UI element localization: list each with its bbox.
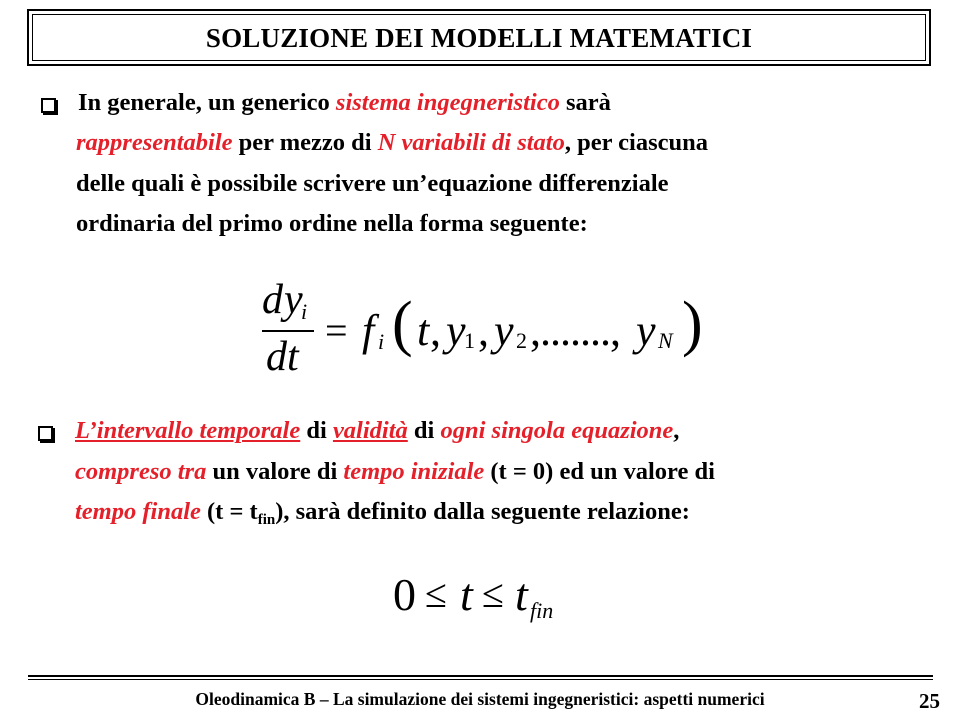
eq1-subscript-N: N — [658, 328, 673, 353]
bullet2-line2: compreso tra un valore di tempo iniziale (t = 0) ed un valore di — [75, 458, 715, 485]
eq1-subscript-i: i — [301, 299, 308, 324]
footer-rule-thin — [28, 679, 933, 680]
highlight-variabili-di-stato: N variabili di stato — [377, 129, 565, 156]
eq1-right-paren: ) — [682, 290, 703, 358]
slide-title: SOLUZIONE DEI MODELLI MATEMATICI — [205, 23, 753, 53]
eq1-subscript-1: 1 — [464, 328, 475, 353]
eq1-comma-1: , — [430, 306, 441, 355]
eq2-t: t — [460, 569, 473, 620]
eq1-subscript-2: 2 — [516, 328, 527, 353]
highlight-validita: validità — [332, 417, 408, 444]
eq1-yN: y — [636, 306, 656, 355]
eq2-zero: 0 — [393, 569, 416, 620]
footer-course-title: Oleodinamica B – La simulazione dei sistemi ingegneristici: aspetti numerici — [195, 689, 765, 709]
eq2-le-1: ≤ — [425, 571, 447, 616]
checkbox-bullet-icon — [41, 98, 56, 113]
eq2-subscript-fin: fin — [530, 598, 554, 623]
checkbox-bullet-icon — [38, 426, 53, 441]
eq1-f-subscript-i: i — [378, 329, 385, 354]
bullet2-line3: tempo finale $(t = t_{fin})$, sarà definito dalla seguente relazione: — [75, 498, 690, 528]
eq2-t-fin: t — [515, 569, 528, 620]
eq1-ellipsis: ,......., — [530, 306, 620, 355]
eq1-f: f — [362, 306, 375, 355]
eq1-equals: = — [325, 308, 348, 353]
bullet1-line3: delle quali è possibile scrivere un’equazione differenziale — [76, 170, 669, 197]
highlight-tempo-finale: tempo finale — [75, 498, 201, 525]
eq1-left-paren: ( — [392, 290, 413, 358]
footer-rule — [28, 675, 933, 677]
bullet1-line2: rappresentabile per mezzo di N variabili di stato, per ciascuna — [76, 129, 709, 156]
eq1-y2: y — [494, 306, 514, 355]
highlight-sistema-ingegneristico: sistema ingegneristico — [335, 89, 560, 116]
page-number: 25 — [919, 689, 940, 713]
highlight-rappresentabile: rappresentabile — [76, 129, 233, 156]
bullet1-line4: ordinaria del primo ordine nella forma seguente: — [76, 210, 588, 237]
eq1-dt-denominator: dt — [266, 334, 299, 380]
eq1-fraction-bar — [262, 330, 314, 332]
bullet2-line1: L’intervallo temporale di validità di ogni singola equazione, — [75, 417, 680, 444]
eq1-comma-2: , — [478, 306, 489, 355]
highlight-intervallo-temporale: L’intervallo temporale — [75, 417, 301, 444]
eq1-y1: y — [446, 306, 466, 355]
highlight-tempo-iniziale: tempo iniziale — [343, 458, 485, 485]
eq1-t: t — [417, 306, 430, 355]
highlight-compreso-tra: compreso tra — [75, 458, 207, 485]
eq1-d-numerator: d — [262, 277, 283, 323]
bullet1-line1: In generale, un generico sistema ingegneristico sarà — [78, 89, 611, 116]
highlight-ogni-singola-equazione: ogni singola equazione — [440, 417, 674, 444]
eq1-y-numerator: y — [284, 277, 303, 323]
eq2-le-2: ≤ — [482, 571, 504, 616]
title-box — [27, 9, 931, 66]
